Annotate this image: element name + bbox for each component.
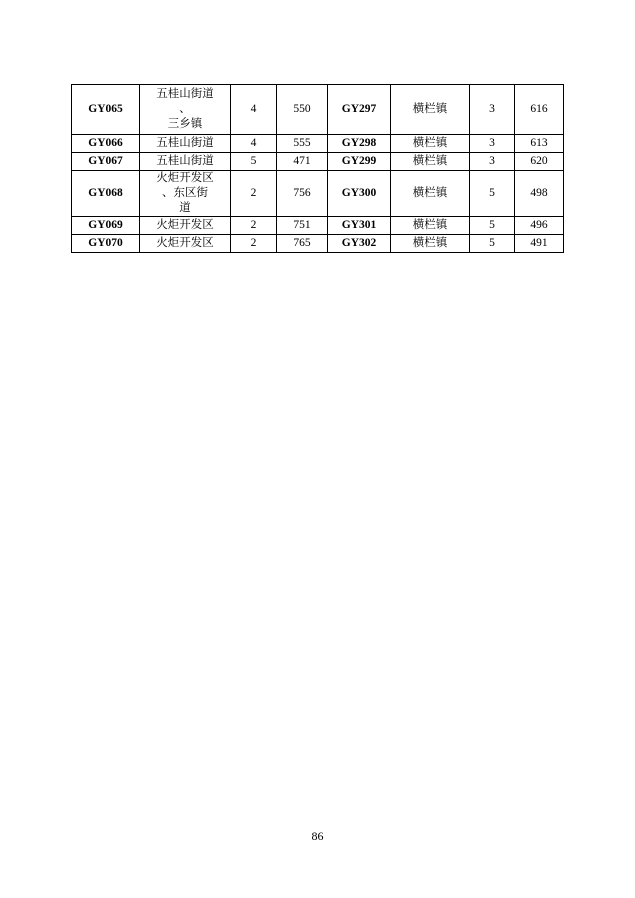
- area-line: 五桂山街道: [156, 88, 214, 100]
- area-line: 、东区街: [162, 187, 208, 199]
- value-cell: 491: [515, 235, 564, 253]
- area-line: 三乡镇: [167, 118, 203, 130]
- area-line: 火炬开发区: [156, 237, 214, 249]
- area-cell: [140, 235, 231, 253]
- grid-code-cell: GY069: [72, 217, 140, 235]
- value-cell: 550: [277, 85, 328, 135]
- area-cell: [140, 135, 231, 153]
- grid-data-table: [71, 84, 564, 253]
- grid-code-cell: GY299: [328, 153, 391, 171]
- value-cell: 765: [277, 235, 328, 253]
- table-body: [72, 85, 564, 253]
- area-line: 道: [179, 202, 191, 214]
- count-cell: 4: [231, 135, 277, 153]
- area-line: 五桂山街道: [156, 137, 214, 149]
- table-row: [72, 235, 564, 253]
- grid-code-cell: GY297: [328, 85, 391, 135]
- count-cell: 2: [231, 171, 277, 217]
- table-row: [72, 85, 564, 135]
- value-cell: 751: [277, 217, 328, 235]
- count-cell: 3: [470, 153, 515, 171]
- count-cell: 5: [470, 171, 515, 217]
- area-line: 五桂山街道: [156, 155, 214, 167]
- grid-code-cell: GY300: [328, 171, 391, 217]
- count-cell: 5: [470, 217, 515, 235]
- value-cell: 498: [515, 171, 564, 217]
- area-cell: 横栏镇: [391, 85, 470, 135]
- area-cell: 横栏镇: [391, 135, 470, 153]
- count-cell: 5: [231, 153, 277, 171]
- grid-code-cell: GY067: [72, 153, 140, 171]
- area-line: 火炬开发区: [156, 172, 214, 184]
- area-line: 、: [179, 103, 191, 115]
- value-cell: 756: [277, 171, 328, 217]
- value-cell: 613: [515, 135, 564, 153]
- value-cell: 555: [277, 135, 328, 153]
- area-cell: 横栏镇: [391, 217, 470, 235]
- count-cell: 2: [231, 235, 277, 253]
- area-cell: 横栏镇: [391, 171, 470, 217]
- table-row: [72, 153, 564, 171]
- area-cell: 横栏镇: [391, 153, 470, 171]
- count-cell: 5: [470, 235, 515, 253]
- count-cell: 3: [470, 85, 515, 135]
- area-line: 火炬开发区: [156, 219, 214, 231]
- area-cell: [140, 85, 231, 135]
- area-cell: [140, 153, 231, 171]
- count-cell: 3: [470, 135, 515, 153]
- table-row: [72, 217, 564, 235]
- grid-code-cell: GY070: [72, 235, 140, 253]
- grid-code-cell: GY301: [328, 217, 391, 235]
- value-cell: 620: [515, 153, 564, 171]
- area-cell: [140, 217, 231, 235]
- page-number: 86: [311, 829, 324, 843]
- table-row: [72, 135, 564, 153]
- area-cell: [140, 171, 231, 217]
- count-cell: 4: [231, 85, 277, 135]
- grid-code-cell: GY065: [72, 85, 140, 135]
- grid-code-cell: GY068: [72, 171, 140, 217]
- count-cell: 2: [231, 217, 277, 235]
- value-cell: 616: [515, 85, 564, 135]
- table-row: [72, 171, 564, 217]
- value-cell: 471: [277, 153, 328, 171]
- grid-code-cell: GY302: [328, 235, 391, 253]
- grid-code-cell: GY298: [328, 135, 391, 153]
- value-cell: 496: [515, 217, 564, 235]
- grid-code-cell: GY066: [72, 135, 140, 153]
- area-cell: 横栏镇: [391, 235, 470, 253]
